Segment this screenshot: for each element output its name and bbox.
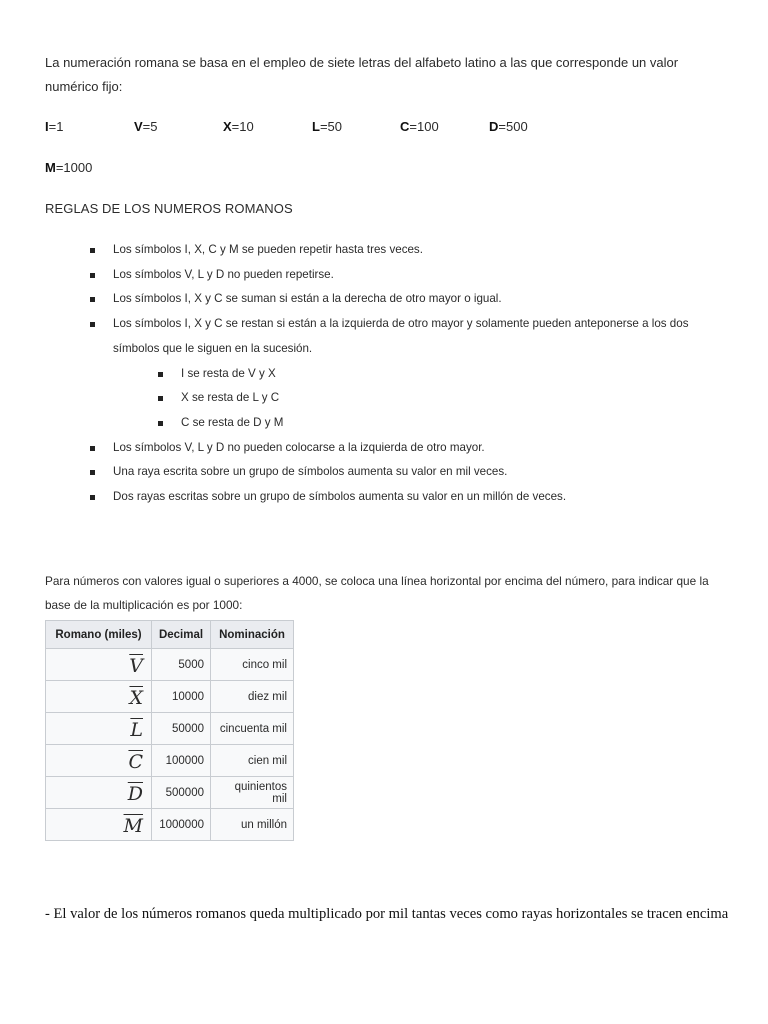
square-bullet-icon [158, 396, 163, 401]
square-bullet-icon [90, 273, 95, 278]
sub-list-item: I se resta de V y X [0, 362, 768, 387]
list-item: Los símbolos V, L y D no pueden colocarse a la izquierda de otro mayor. [0, 436, 713, 461]
decimal-cell: 500000 [152, 777, 211, 809]
list-item: Los símbolos I, X y C se suman si están a la derecha de otro mayor o igual. [0, 287, 713, 312]
roman-overline-numeral: $\overline{M}$ [123, 814, 143, 837]
symbol-x: X=10 [223, 119, 254, 134]
table-row [46, 649, 294, 681]
name-cell: un millón [211, 809, 294, 841]
multiplication-paragraph: Para números con valores igual o superiores a 4000, se coloca una línea horizontal por encima del número, para indicar que la base de la multiplicación es por 1000: [45, 574, 709, 612]
rules-list [0, 238, 768, 510]
roman-overline-numeral: $\overline{V}$ [129, 654, 143, 677]
list-item: Los símbolos I, X, C y M se pueden repetir hasta tres veces. [0, 238, 713, 263]
name-cell: cinco mil [211, 649, 294, 681]
name-cell: quinientos mil [211, 777, 294, 809]
closing-paragraph: - El valor de los números romanos queda multiplicado por mil tantas veces como rayas horizontales se tracen encima [45, 906, 729, 922]
column-header-name: Nominación [211, 621, 294, 649]
square-bullet-icon [90, 322, 95, 327]
symbol-i: I=1 [45, 119, 64, 134]
list-item: Dos rayas escritas sobre un grupo de símbolos aumenta su valor en un millón de veces. [0, 485, 713, 510]
square-bullet-icon [158, 421, 163, 426]
square-bullet-icon [90, 470, 95, 475]
decimal-cell: 50000 [152, 713, 211, 745]
square-bullet-icon [90, 297, 95, 302]
square-bullet-icon [90, 446, 95, 451]
table-row [46, 777, 294, 809]
column-header-roman: Romano (miles) [46, 621, 152, 649]
symbol-v: V=5 [134, 119, 158, 134]
symbol-c: C=100 [400, 119, 439, 134]
square-bullet-icon [158, 372, 163, 377]
decimal-cell: 100000 [152, 745, 211, 777]
decimal-cell: 10000 [152, 681, 211, 713]
name-cell: cincuenta mil [211, 713, 294, 745]
roman-overline-numeral: $\overline{C}$ [128, 750, 143, 773]
table-row [46, 681, 294, 713]
sub-list-item: X se resta de L y C [0, 386, 768, 411]
list-item: Los símbolos V, L y D no pueden repetirse. [0, 263, 713, 288]
list-item: Una raya escrita sobre un grupo de símbolos aumenta su valor en mil veces. [0, 460, 713, 485]
symbol-m: M=1000 [45, 160, 93, 175]
table-header-row [46, 621, 294, 649]
list-item: Los símbolos I, X y C se restan si están a la izquierda de otro mayor y solamente pueden anteponerse a los dos símbolos que le siguen en la sucesión. [0, 312, 713, 361]
column-header-decimal: Decimal [152, 621, 211, 649]
intro-paragraph: La numeración romana se basa en el empleo de siete letras del alfabeto latino a las que corresponde un valor numérico fijo: [45, 55, 679, 94]
name-cell: cien mil [211, 745, 294, 777]
table-row [46, 809, 294, 841]
square-bullet-icon [90, 495, 95, 500]
name-cell: diez mil [211, 681, 294, 713]
roman-overline-numeral: $\overline{L}$ [130, 718, 143, 741]
roman-overline-numeral: $\overline{D}$ [127, 782, 143, 805]
rules-title: REGLAS DE LOS NUMEROS ROMANOS [45, 201, 293, 216]
square-bullet-icon [90, 248, 95, 253]
roman-thousands-table [45, 620, 294, 841]
table-row [46, 745, 294, 777]
symbol-d: D=500 [489, 119, 528, 134]
decimal-cell: 1000000 [152, 809, 211, 841]
symbol-l: L=50 [312, 119, 343, 134]
sub-list-item: C se resta de D y M [0, 411, 768, 436]
decimal-cell: 5000 [152, 649, 211, 681]
roman-overline-numeral: $\overline{X}$ [129, 686, 143, 709]
table-row [46, 713, 294, 745]
